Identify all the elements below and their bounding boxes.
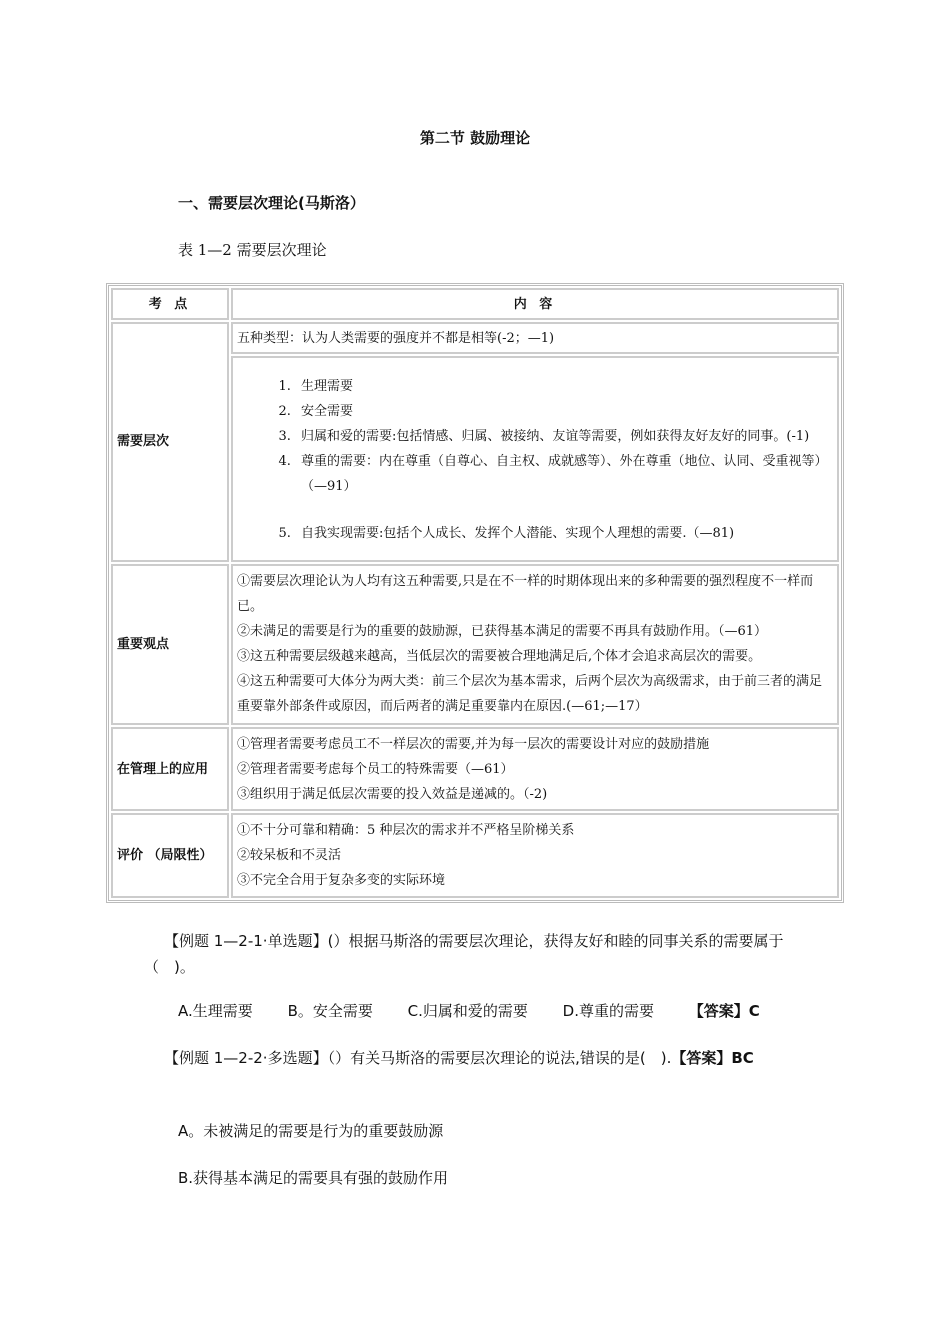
list-item: 1. 生理需要 xyxy=(295,374,833,399)
section-heading: 一、需要层次理论(马斯洛） xyxy=(178,194,365,212)
list-item: ②较呆板和不灵活 xyxy=(237,848,342,864)
applications-cell xyxy=(231,727,839,812)
table-caption: 表 1—2 需要层次理论 xyxy=(178,241,327,259)
option-a: A.生理需要 xyxy=(178,1002,253,1020)
list-item: ①不十分可靠和精确：5 种层次的需求并不严格呈阶梯关系 xyxy=(237,823,575,839)
example-1-question xyxy=(144,928,804,980)
list-item: ②管理者需要考虑每个员工的特殊需要（—61） xyxy=(237,761,514,777)
header-content: 内 容 xyxy=(231,288,839,320)
list-item: ②未满足的需要是行为的重要的鼓励源，已获得基本满足的需要不再具有鼓励作用。（—61） xyxy=(237,624,768,640)
example-1-answer: 【答案】C xyxy=(688,1002,760,1020)
views-cell xyxy=(231,564,839,725)
option-b: B。安全需要 xyxy=(287,1002,373,1020)
option-d: D.尊重的需要 xyxy=(562,1002,654,1020)
levels-list-cell xyxy=(231,356,839,561)
levels-intro: 五种类型：认为人类需要的强度并不都是相等(-2；—1) xyxy=(231,322,839,354)
list-item: ④这五种需要可大体分为两大类：前三个层次为基本需求，后两个层次为高级需求，由于前三者的满足重要靠外部条件或原因，而后两者的满足重要靠内在原因.(—61;—17） xyxy=(237,674,823,715)
list-item: 2. 安全需要 xyxy=(295,399,833,424)
example-2-text: （）有关马斯洛的需要层次理论的说法,错误的是( ). xyxy=(327,1049,672,1067)
list-item: 3. 归属和爱的需要:包括情感、归属、被接纳、友谊等需要，例如获得友好友好的同事。(-1) xyxy=(295,424,833,449)
example-2-label: 【例题 1—2-2·多选题】 xyxy=(164,1049,328,1067)
option-c: C.归属和爱的需要 xyxy=(407,1002,528,1020)
list-item: ①管理者需要考虑员工不一样层次的需要,并为每一层次的需要设计对应的鼓励措施 xyxy=(237,736,710,752)
list-item: ①需要层次理论认为人均有这五种需要,只是在不一样的时期体现出来的多种需要的强烈程度不一样而已。 xyxy=(237,574,814,615)
example-2-answer: 【答案】BC xyxy=(671,1049,754,1067)
header-key: 考 点 xyxy=(111,288,229,320)
row-key-levels: 需要层次 xyxy=(111,322,229,562)
list-item: ③组织用于满足低层次需要的投入效益是递减的。（-2) xyxy=(237,786,548,802)
list-item: 4. 尊重的需要：内在尊重（自尊心、自主权、成就感等）、外在尊重（地位、认同、受重视等）（—91） xyxy=(295,449,833,499)
row-key-views: 重要观点 xyxy=(111,564,229,725)
evaluation-cell xyxy=(231,813,839,898)
example-2-option-a: A。未被满足的需要是行为的重要鼓励源 xyxy=(178,1122,444,1140)
example-2-question xyxy=(144,1045,774,1071)
list-item: 5. 自我实现需要:包括个人成长、发挥个人潜能、实现个人理想的需要.（—81) xyxy=(295,521,833,546)
levels-list xyxy=(237,374,833,546)
page-title: 第二节 鼓励理论 xyxy=(419,129,531,147)
needs-table xyxy=(106,283,844,903)
example-1-text: (）根据马斯洛的需要层次理论，获得友好和睦的同事关系的需要属于（ )。 xyxy=(144,932,784,976)
example-1-label: 【例题 1—2-1·单选题】 xyxy=(164,932,328,950)
list-item: ③这五种需要层级越来越高，当低层次的需要被合理地满足后,个体才会追求高层次的需要。 xyxy=(237,649,762,665)
list-item: ③不完全合用于复杂多变的实际环境 xyxy=(237,873,446,889)
row-key-evaluation: 评价 （局限性） xyxy=(111,813,229,898)
example-1-options xyxy=(178,998,760,1024)
row-key-applications: 在管理上的应用 xyxy=(111,727,229,812)
example-2-option-b: B.获得基本满足的需要具有强的鼓励作用 xyxy=(178,1169,449,1187)
